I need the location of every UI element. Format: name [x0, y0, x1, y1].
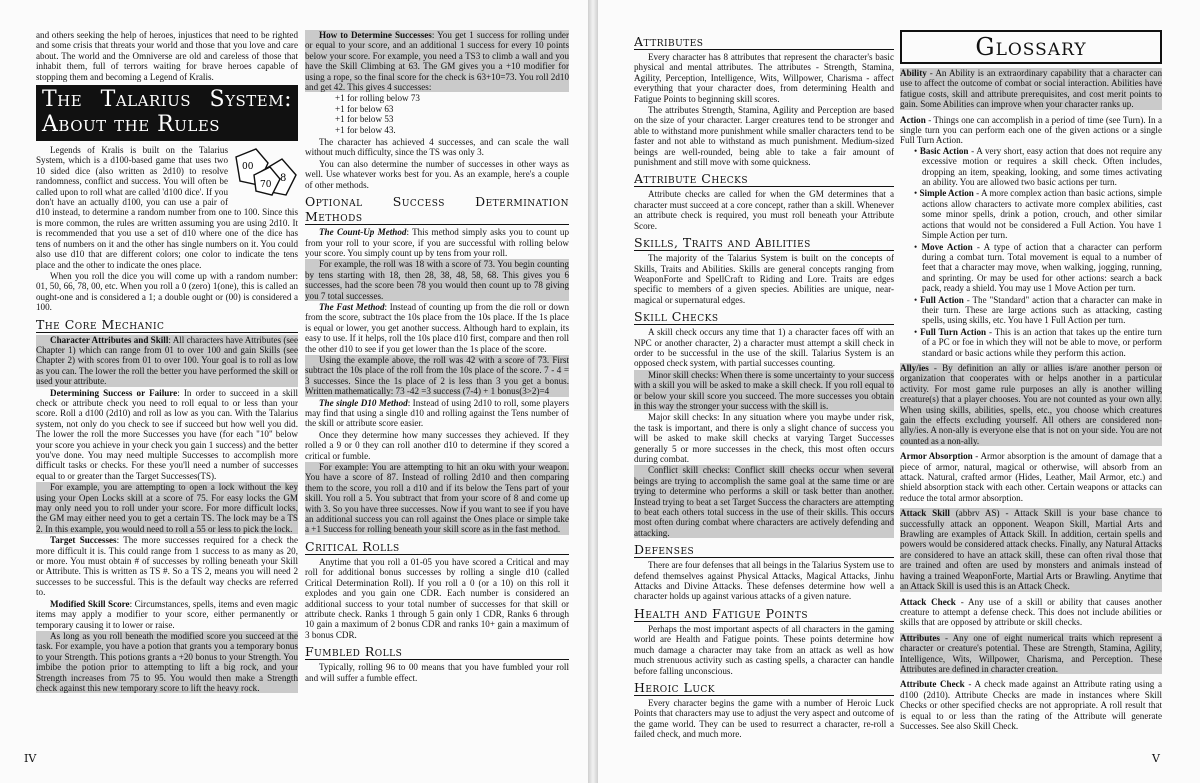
optional-methods-heading: Optional Success Determination Methods	[305, 194, 569, 225]
right-column-1	[634, 30, 894, 753]
glossary-title: Glossary	[900, 30, 1162, 64]
success-list	[335, 93, 569, 135]
section-paragraph: Minor skill checks: When there is some uncertainty to your success with a skill you will be asked to make a skill check. If you roll equal to or below your skill score you succeed. The more successes you obtain in this way the stronger your success with the skill is.	[634, 369, 894, 411]
single-d10-example: For example: You are attempting to hit an oku with your weapon. You have a score of 87. Instead of rolling 2d10 and then comparing them to the score, you roll a d10 and if its below the Tens part of your skill. You roll a 5. You subtract that from your score of 8 and come up with 3. So you have three successes. Now if you want to see if you have an additional success you can roll against the Ones place or simple take a +1 Success for rolling beneath your skill score as in the fast method.	[305, 462, 569, 535]
glossary-entry: Ability - An Ability is an extraordinary capability that a character can use to affect the outcome of combat or social interaction. Abilities have fatigue costs, skill and attribute prerequisites, and cost merit points to gain. Some Abilities can improve when your character ranks up.	[900, 68, 1162, 110]
glossary-entry: Armor Absorption - Armor absorption is the amount of damage that a piece of armor, natural, magical or otherwise, will absorb from an attack. Natural, crafted armor (Hides, Leather, Mail Armor, etc.) and shield absorption stack with each other. Certain weapons or attacks can reduce the total armor absorption.	[900, 451, 1162, 503]
glossary-entry: Action - Things one can accomplish in a period of time (see Turn). In a single turn you can perform each one of the given actions or a single Full Turn Action. • Basic Action - A very short, easy action that does not require any excessive motion or requires a skill check. Often includes, dropping an item, speaking, looking, and some times activating an ability. You are allowed two basic actions per turn. • Simple Action - A more complex action than basic actions, simple actions allow characters to activate more complex abilities, cast some minor spells, drink a potion, crouch, and other similar actions that would not be considered a Full Action. You have 1 Simple Action per turn. • Move Action - A type of action that a character can perform during a combat turn. Total movement is equal to a number of feet that a character may move, when walking, jogging, running, and sprinting. Or may be used for other actions: search a back pack, ready a shield. You may use 1 Move Action per turn. • Full Action - The "Standard" action that a character can make in their turn. These are large actions such as attacking, casting spells, using skills, etc. You have 1 Full Action per turn. • Full Turn Action - This is an action that takes up the entire turn of a PC or foe in which they will not be able to move, or perform standard or basic actions while they perform this action.	[900, 114, 1162, 358]
about-paragraph: Legends of Kralis is built on the Talarius System, which is a d100-based game that uses two 10 sided dice (also written as 2d10) to resolve randomness, conflict and success. You will often be called upon to roll what are called 'd100 dice'. If you don't have an actually d100, you can use a pair of d10 instead, to determine a random number from one to 100. Since this is more common, the rules are written assuming you are using 2d10. It is recommended that you use a set of d10 where one of the dice has tens of numbers on it and the other has single numbers on it. You could also use d10 that are different colors; one color to indicate the tens place and the other to indicate the ones place.	[36, 145, 298, 270]
section-paragraph: Every character begins the game with a number of Heroic Luck Points that characters may use to adjust the very aspect and outcome of the game world. They can be used to resurrect a character, re-roll a failed check, and much more.	[634, 697, 894, 740]
intro-paragraph: and others seeking the help of heroes, injustices that need to be righted and some crisis that threats your world and those that you love and care about. The world and the Omniverse are old and careless of those that inhabit them, full of terrors waiting for brave heroes capable of stopping them and becoming a Legend of Kralis.	[36, 30, 298, 82]
svg-text:8: 8	[280, 173, 287, 185]
right-page	[598, 0, 1200, 783]
list-item: +1 for below 43.	[335, 124, 396, 135]
section-heading: Defenses	[634, 542, 894, 558]
svg-text:00: 00	[242, 162, 254, 173]
core-paragraph: Determining Success or Failure: In order to succeed in a skill check or attribute check you need to roll equal to or less than your score. Roll a d100 (2d10) and roll as low as you can. With the Talarius system, not only do you check to see if succeed but how well you did. The lower the roll the more Successes you have (for each "10" below your score you achieve in your check you gain 1 success) and the better you've done. You may need multiple Successes to accomplish more difficult tasks or checks. For these you'll need a number of successes equal to or greater than the Target Successes(TS).	[36, 387, 298, 481]
section-skill-checks	[634, 309, 894, 538]
section-paragraph: Conflict skill checks: Conflict skill checks occur when several beings are trying to accomplish the same goal at the same time or are trying to determine who performs a skill or task better than another. Instead trying to beat a set Target Success the characters are attempting to beat each others total success in the use of their skills. This occurs most often during combat where characters are actively defending and attacking.	[634, 465, 894, 538]
glossary-entry: Attack Check - Any use of a skill or ability that causes another creature to attempt a defense check. This does not include abilities or skills that are opposed by attribute or skill checks.	[900, 596, 1162, 628]
list-item: +1 for below 53	[335, 114, 394, 125]
book-gutter	[588, 0, 598, 783]
section-heading: Attribute Checks	[634, 171, 894, 187]
page-number-left: IV	[24, 752, 37, 765]
after-list-paragraph: You can also determine the number of successes in other ways as well. Use whatever works best for you. As an example, here's a couple of other methods.	[305, 158, 569, 190]
core-paragraph: For example, you are attempting to open a lock without the key using your Open Locks skill at a score of 75. For easy locks the GM may only need you to roll under your score. For more difficult locks, the GM may either need you to get a certain TS. The lock may be a TS 2. In this example, you would need to roll a 55 or less to pick the lock.	[36, 482, 298, 534]
section-paragraph: A skill check occurs any time that 1) a character faces off with an NPC or another character, 2) a character must attempt a skill check in order to be successful in the use of the skill. Talarius System is an opposed check system, with partial successes counting.	[634, 327, 894, 369]
how-successes-paragraph: How to Determine Successes: You get 1 success for rolling under or equal to your score, and an additional 1 success for every 10 points below your score. For example, you need a TS3 to climb a wall and you have the Skill Climbing at 63. The GM gives you a +10 modifier for using a rope, so the final score for the check is 63+10=73. You roll 2d10 and get 42. This gives 4 successes:	[305, 30, 569, 93]
list-item: • Full Turn Action - This is an action that takes up the entire turn of a PC or foe in which they will not be able to move, or perform standard or basic actions while they perform this action.	[914, 326, 1162, 358]
section-paragraph: There are four defenses that all beings in the Talarius System use to defend themselves against Physical Attacks, Magical Attacks, Jinhu Attacks and Divine Attacks. These defenses determine how well a character holds up against various attacks of a given nature.	[634, 560, 894, 602]
page-number-right: V	[1152, 752, 1160, 765]
single-d10-paragraph: The single D10 Method: Instead of using 2d10 to roll, some players may find that using a single d10 and rolling against the Tens number of the skill or attribute score easier.	[305, 397, 569, 429]
single-d10-paragraph-2: Once they determine how many successes they achieved. If they rolled a 9 or 0 they can roll another d10 to determine if they scored a critical or fumble.	[305, 429, 569, 461]
list-item: • Full Action - The "Standard" action that a character can make in their turn. These are large actions such as attacking, casting spells, using skills, etc. You have 1 Full Action per turn.	[914, 294, 1162, 326]
section-attribute-checks	[634, 171, 894, 231]
section-paragraph: Major skill checks: In any situation where you maybe under risk, the task is important, and there is only a slight chance of success you will be asked to make skill checks at varying Target Successes generally 5 or more successes in the check, this most often occurs during combat.	[634, 412, 894, 464]
about-paragraph: When you roll the dice you will come up with a random number: 01, 50, 66, 78, 00, etc. When you roll a 0 (zero) 1(one), this is called an ought-one and is considered a 1; a double ought or (00) is considered a 100.	[36, 270, 298, 313]
core-paragraph: As long as you roll beneath the modified score you succeed at the task. For example, you have a potion that grants you a temporary bonus to your Strength. This potions grants a +20 bonus to your Strength. You imbibe the potion prior to attempting to lift a big rock, and your Strength increases from 75 to 95. You would then make a Strength check against this new temporary score to lift the heavy rock.	[36, 630, 298, 693]
section-paragraph: Attribute checks are called for when the GM determines that a character must succeed at a core concept, rather than a skill. Whenever an attribute check is required, you must roll beneath your Attribute Score.	[634, 189, 894, 231]
critical-rolls-heading: Critical Rolls	[305, 539, 569, 555]
section-heading: Skill Checks	[634, 309, 894, 325]
section-attributes	[634, 34, 894, 167]
list-item: +1 for below 63	[335, 103, 394, 114]
page-title: The Talarius System: About the Rules	[36, 85, 298, 141]
fumbled-rolls-heading: Fumbled Rolls	[305, 644, 569, 660]
left-column-2	[305, 30, 569, 753]
fast-method-example: Using the example above, the roll was 42 with a score of 73. First subtract the 10s place of the roll from the 10s place of the score. 7 - 4 = 3 successes. Since the 1s place of 2 is less than 3 you get a bonus. Written mathematically: 73 -42 =3 success (7-4) + 1 bonus(3>2)=4	[305, 354, 569, 397]
fumbled-rolls-paragraph: Typically, rolling 96 to 00 means that you have fumbled your roll and will suffer a fumble effect.	[305, 662, 569, 683]
section-heading: Attributes	[634, 34, 894, 50]
list-item: +1 for rolling below 73	[335, 93, 420, 104]
dice-illustration	[232, 145, 298, 197]
action-types-list	[914, 146, 1162, 358]
section-paragraph: The attributes Strength, Stamina, Agility and Perception are based on the size of your character. Larger creatures tend to be stronger and able to withstand more punishment while smaller characters tend to be faster and not able to withstand as much punishment. Medium-sized beings are well-rounded, being able to take a fair amount of punishment and still move with some quickness.	[634, 105, 894, 168]
glossary-column	[900, 30, 1162, 753]
glossary-entry: Attack Skill (abbrv AS) - Attack Skill is your base chance to successfully attack an opponent. Weapon Skill, Martial Arts and Brawling are examples of Attack Skill. In addition, certain spells and powers would be considered attack checks. Finally, any Natural Attacks are considered to have an attack skill, these can often rival those that are trained and often are used by monsters and animals instead of having a trained WeaponForte, Martial Arts or Brawling. Anytime that an Attack Skill is used this is an Attack Check.	[900, 508, 1162, 592]
core-paragraph: Target Successes: The more successes required for a check the more difficult it is. This could range from 1 success to as many as 20, or more. You must obtain # of successes by rolling beneath your Skill or Attribute. This is written as TS #. So a TS 2, means you will need 2 successes to be successful. This is the default way checks are referred to.	[36, 535, 298, 598]
svg-text:70: 70	[260, 180, 272, 191]
section-heading: Skills, Traits and Abilities	[634, 235, 894, 251]
section-heroic-luck	[634, 680, 894, 740]
fast-method-paragraph: The Fast Method: Instead of counting up from the die roll or down from the score, subtract the 10s place from the 10s place. If the 1s place is equal or lower, you get another success. Although hard to explain, its easy to use. If it helps, roll the 10s place d10 first, compare and then roll the other d10 to see if you get lower than the 1s place of the score.	[305, 301, 569, 354]
glossary-entry: Ally/ies - By definition an ally or allies is/are another person or organization that cooperates with or helps another in a particular activity. For most game rule purposes an ally is another willing creature(s) that a player chooses. You are not counted as your own ally. When using skills, abilities, spells, etc., you choose which creatures gain the effects excluding yourself. All others are considered non-ally/ies. A non-ally is everyone else that is not on your side. You are not counted as a non-ally.	[900, 362, 1162, 446]
section-paragraph: Perhaps the most important aspects of all characters in the gaming world are Health and Fatigue points. These points determine how much damage a character may take from an attack as well as how much strenuous activity such as casting spells, a character can handle before falling unconscious.	[634, 623, 894, 676]
count-up-example: For example, the roll was 18 with a score of 73. You begin counting by tens starting with 18, then 28, 38, 48, 58, 68. This gives you 6 successes, had the score been 78 you would then count up to 78 giving you 7 total successes.	[305, 259, 569, 301]
list-item: • Basic Action - A very short, easy action that does not require any excessive motion or requires a skill check. Often includes, dropping an item, speaking, looking, and some times activating an ability. You are allowed two basic actions per turn.	[914, 145, 1162, 188]
glossary-entry: Attribute Check - A check made against an Attribute rating using a d100 (2d10). Attribute Checks are made in instances where Skill Checks or other specified checks are not appropriate. A roll result that is equal to or less than the rating of the Attribute will generate Successes. See also Skill Check.	[900, 679, 1162, 731]
section-paragraph: The majority of the Talarius System is built on the concepts of Skills, Traits and Abilities. Skills are general concepts ranging from WeaponForte and SpellCraft to Riding and Lore. Traits are edges specific to members of a given species. Abilities are unique, near-magical or supernatural edges.	[634, 253, 894, 305]
critical-rolls-paragraph: Anytime that you roll a 01-05 you have scored a Critical and may roll for additional bonus successes by rolling a single d10 (called Critical Determination Roll). If you roll a 0 (or a 10) on this roll it explodes and you gain one CDR. Each number is considered an additional success to your total number of successes for that skill or attribute check. Ranks 1 through 5 gain only 1 CDR, Ranks 6 through 10 gain a maximum of 2 bonus CDR and ranks 10+ gain a maximum of 3 bonus CDR.	[305, 556, 569, 640]
section-health-fatigue	[634, 606, 894, 676]
section-heading: Heroic Luck	[634, 680, 894, 696]
section-paragraph: Every character has 8 attributes that represent the character's basic physical and mental attributes. The attributes - Strength, Stamina, Agility, Perception, Intelligence, Wits, Willpower, Charisma - affect everything that your character does, from determining Health and Fatigue Points to beginning skill scores.	[634, 52, 894, 104]
list-item: • Move Action - A type of action that a character can perform during a combat turn. Total movement is equal to a number of feet that a character may move, when walking, jogging, running, and sprinting. Or may be used for other actions: search a back pack, ready a shield. You may use 1 Move Action per turn.	[914, 241, 1162, 294]
left-column-1	[36, 30, 298, 753]
list-item: • Simple Action - A more complex action than basic actions, simple actions allow characters to activate more complex abilities, cast some minor spells, drink a potion, crouch, and other similar actions that would not be considered a Full Action. You have 1 Simple Action per turn.	[914, 188, 1162, 241]
glossary-entry: Attributes - Any one of eight numerical traits which represent a character or creature's potential. These are Strength, Stamina, Agility, Intelligence, Wits, Willpower, Charisma, and Perception. These Attributes are defined in character creation.	[900, 632, 1162, 674]
section-heading: Health and Fatigue Points	[634, 606, 894, 622]
core-paragraph: Modified Skill Score: Circumstances, spells, items and even magic items may apply a modifier to your score, either permanently or temporary causing it to lower or raise.	[36, 598, 298, 630]
count-up-paragraph: The Count-Up Method: This method simply asks you to count up from your roll to your score, if you are successful with rolling below your score. You simply count up by tens from your roll.	[305, 227, 569, 258]
section-defenses	[634, 542, 894, 602]
core-mechanic-heading: The Core Mechanic	[36, 317, 298, 333]
core-paragraph: Character Attributes and Skill: All characters have Attributes (see Chapter 1) which can range from 01 to over 100 and gain Skills (see Chapter 2) with scores from 01 to over 100. Your goal is to roll as low as you can. The lower the roll the better you have performed the skill or used your attribute.	[36, 334, 298, 387]
after-list-paragraph: The character has achieved 4 successes, and can scale the wall without much difficulty, since the TS was only 3.	[305, 137, 569, 158]
left-page	[0, 0, 588, 783]
section-skills-traits-abilities	[634, 235, 894, 305]
